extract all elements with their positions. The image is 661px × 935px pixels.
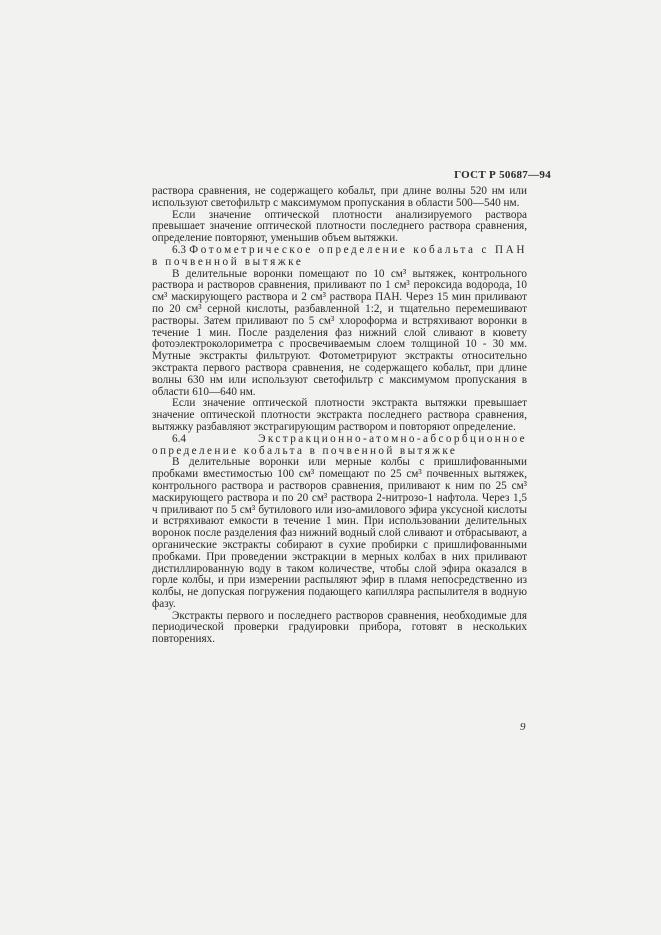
section-number: 6.4 [172,432,186,445]
paragraph: В делительные воронки или мерные колбы с пришлифованными пробками вместимостью 100 см³ помещают по 25 см³ почвенных вытяжек, контрольного раствора и растворов сравнения, приливают к ним по 25 см³ маскирующего раствора и по 20 см³ раствора 2-нитрозо-1 нафтола. Через 1,5 ч приливают по 5 см³ бутилового или изо-амилового эфира уксусной кислоты и встряхивают емкости в течение 1 мин. При использовании делительных воронок после разделения фаз нижний водный слой сливают и отбрасывают, а органические экстракты собирают в сухие пробирки с пришлифованными пробками. При проведении экстракции в мерных колбах в них приливают дистиллированную воду в таком количестве, чтобы слой эфира оказался в горле колбы, и при измерении распыляют эфир в пламя непосредственно из колбы, не допуская погружения подающего капилляра распылителя в водную фазу. [152,456,527,610]
standard-header: ГОСТ Р 50687—94 [454,169,551,181]
paragraph: раствора сравнения, не содержащего кобальт, при длине волны 520 нм или используют светофильтр с максимумом пропускания в области 500—540 нм. [152,185,527,209]
page-number: 9 [520,721,526,733]
paragraph: В делительные воронки помещают по 10 см³ вытяжек, контрольного раствора и растворов сравнения, приливают по 1 см³ пероксида водорода, 10 см³ маскирующего раствора и 2 см³ раствора ПАН. Через 15 мин приливают по 20 см³ серной кислоты, разбавленной 1:2, и тщательно перемешивают растворы. Затем приливают по 5 см³ хлороформа и встряхивают воронки в течение 1 мин. После разделения фаз нижний слой сливают в кювету фотоэлектроколориметра с просвечиваемым слоем толщиной 10 - 30 мм. Мутные экстракты фильтруют. Фотометрируют экстракты относительно экстракта первого раствора сравнения, не содержащего кобальт, при длине волны 630 нм или используют светофильтр с максимумом пропускания в области 610—640 нм. [152,267,527,398]
section-number: 6.3 [172,243,186,256]
paragraph: Если значение оптической плотности экстракта вытяжки превышает значение оптической плотности экстракта последнего раствора сравнения, вытяжку разбавляют экстрагирующим раствором и повторяют определение. [152,397,527,433]
section-6-4-heading [152,434,527,458]
section-6-3-heading [152,245,527,269]
paragraph: Если значение оптической плотности анализируемого раствора превышает значение оптической плотности последнего раствора сравнения, определение повторяют, уменьшив объем вытяжки. [152,208,527,245]
body-text [152,186,527,646]
paragraph: Экстракты первого и последнего растворов сравнения, необходимые для периодической проверки градуировки прибора, готовят в нескольких повторениях. [152,609,527,646]
section-title: Экстракционно-атомно-абсорбционное определение кобальта в почвенной вытяжке [152,432,527,457]
section-title: Фотометрическое определение кобальта с ПАН в почвенной вытяжке [152,243,527,268]
